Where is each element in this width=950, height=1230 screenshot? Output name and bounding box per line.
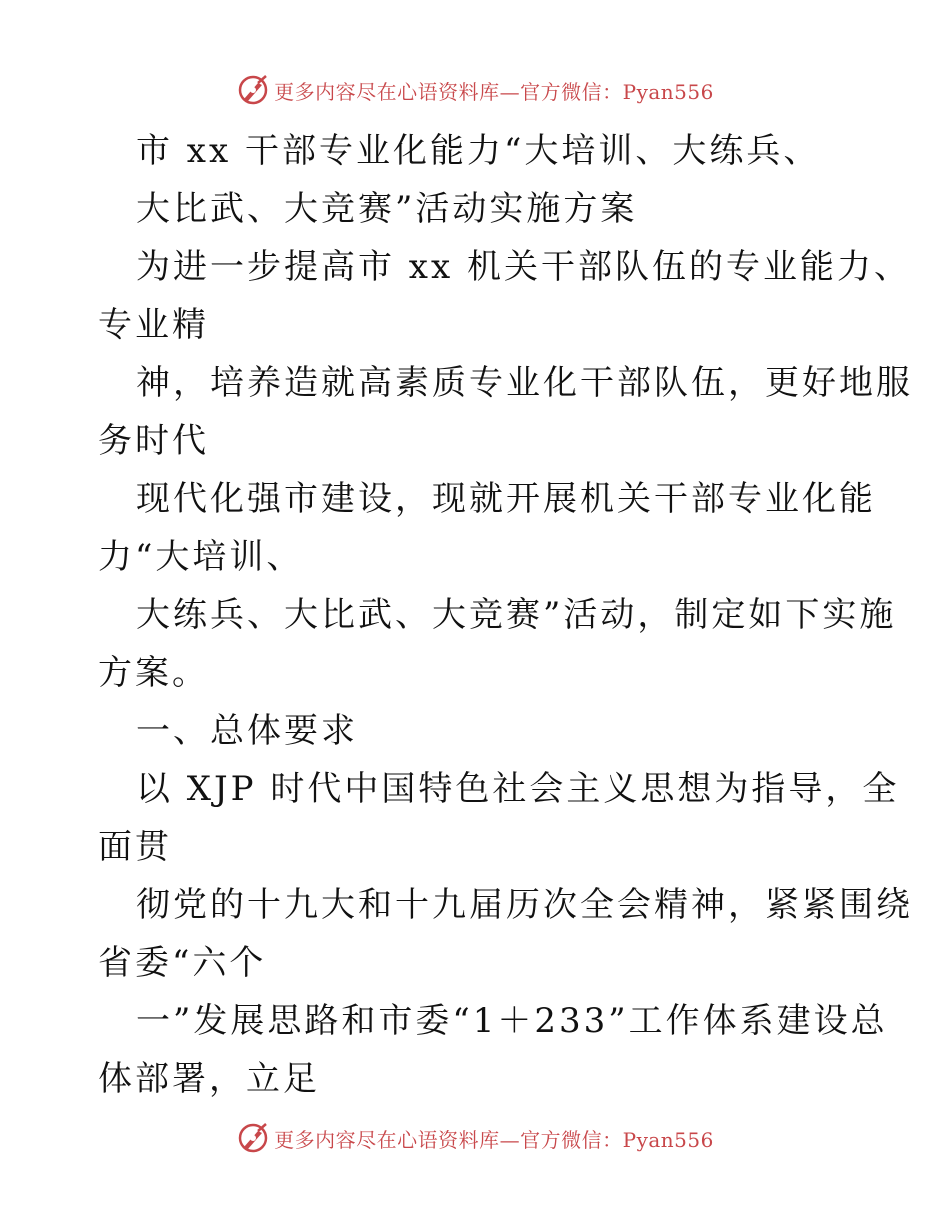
- header-banner-content: [236, 73, 714, 107]
- document-line: 专业精: [98, 305, 209, 345]
- quill-pen-logo-icon: [236, 73, 270, 107]
- document-line: 面贯: [98, 827, 172, 867]
- document-line: 大比武、大竞赛”活动实施方案: [136, 189, 638, 229]
- document-line: 为进一步提高市 xx 机关干部队伍的专业能力、: [136, 247, 911, 287]
- document-line: 一、总体要求: [136, 711, 358, 751]
- footer-banner-content: [236, 1121, 714, 1155]
- footer-watermark-banner: [0, 1118, 950, 1158]
- document-line: 现代化强市建设，现就开展机关干部专业化能: [136, 479, 876, 519]
- document-line: 省委“六个: [98, 943, 267, 983]
- document-line: 以 XJP 时代中国特色社会主义思想为指导，全: [136, 769, 900, 809]
- document-body: [98, 122, 913, 1108]
- document-line: 体部署，立足: [98, 1059, 320, 1099]
- header-watermark-banner: [0, 70, 950, 110]
- document-line: 务时代: [98, 421, 209, 461]
- document-line: 彻党的十九大和十九届历次全会精神，紧紧围绕: [136, 885, 913, 925]
- header-banner-text: 更多内容尽在心语资料库—官方微信：Pyan556: [274, 79, 714, 104]
- document-line: 方案。: [98, 653, 209, 693]
- document-line: 大练兵、大比武、大竞赛”活动，制定如下实施: [136, 595, 897, 635]
- quill-pen-logo-icon: [236, 1121, 270, 1155]
- document-line: 神，培养造就高素质专业化干部队伍，更好地服: [136, 363, 913, 403]
- document-line: 力“大培训、: [98, 537, 304, 577]
- footer-banner-text: 更多内容尽在心语资料库—官方微信：Pyan556: [274, 1127, 714, 1152]
- document-line: 市 xx 干部专业化能力“大培训、大练兵、: [136, 131, 821, 171]
- document-line: 一”发展思路和市委“1＋233”工作体系建设总: [136, 1001, 888, 1041]
